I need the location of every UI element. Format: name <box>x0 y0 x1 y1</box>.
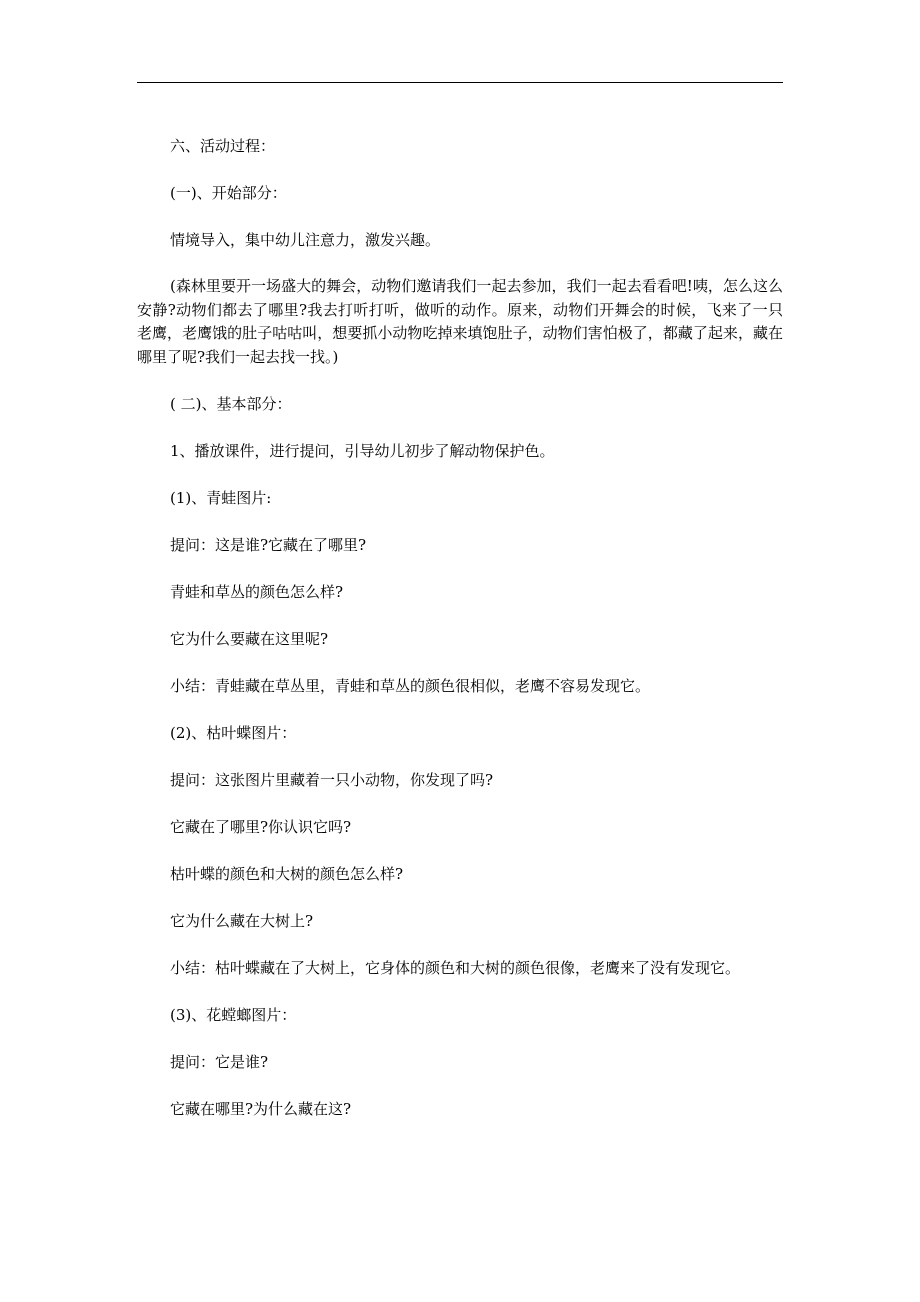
paragraph: 它为什么藏在大树上? <box>170 912 314 930</box>
paragraph: 青蛙和草丛的颜色怎么样? <box>170 583 344 601</box>
paragraph: 它藏在了哪里?你认识它吗? <box>170 818 352 836</box>
item-heading-leaf-butterfly: (2)、枯叶蝶图片： <box>170 724 297 742</box>
paragraph: 提问：这是谁?它藏在了哪里? <box>170 536 367 554</box>
item-heading-mantis: (3)、花螳螂图片： <box>170 1006 297 1024</box>
paragraph: 枯叶蝶的颜色和大树的颜色怎么样? <box>170 865 404 883</box>
header-rule <box>137 82 783 83</box>
subsection-heading-opening: (一)、开始部分： <box>170 184 287 202</box>
paragraph-summary: 小结：青蛙藏在草丛里，青蛙和草丛的颜色很相似，老鹰不容易发现它。 <box>170 677 651 695</box>
paragraph: 它藏在哪里?为什么藏在这? <box>170 1100 352 1118</box>
paragraph: 提问：这张图片里藏着一只小动物，你发现了吗? <box>170 771 494 789</box>
paragraph: 提问：它是谁? <box>170 1053 269 1071</box>
paragraph: 1、播放课件，进行提问，引导幼儿初步了解动物保护色。 <box>170 442 555 460</box>
section-heading-activity-process: 六、活动过程： <box>170 137 276 155</box>
paragraph: 它为什么要藏在这里呢? <box>170 630 329 648</box>
paragraph-story: (森林里要开一场盛大的舞会，动物们邀请我们一起去参加，我们一起去看看吧!咦，怎么这么安静?动物们都去了哪里?我去打听打听，做听的动作。原来，动物们开舞会的时候，飞来了一只老鹰，老鹰饿的肚子咕咕叫，想要抓小动物吃掉来填饱肚子，动物们害怕极了，都藏了起来，藏在哪里了呢?我们一起去找一找。) <box>137 277 783 366</box>
subsection-heading-basic: ( 二)、基本部分： <box>170 395 292 413</box>
document-body <box>137 134 783 1144</box>
paragraph: 情境导入，集中幼儿注意力，激发兴趣。 <box>170 231 441 249</box>
item-heading-frog: (1)、青蛙图片: <box>170 489 272 507</box>
paragraph-summary: 小结：枯叶蝶藏在了大树上，它身体的颜色和大树的颜色很像，老鹰来了没有发现它。 <box>170 959 741 977</box>
